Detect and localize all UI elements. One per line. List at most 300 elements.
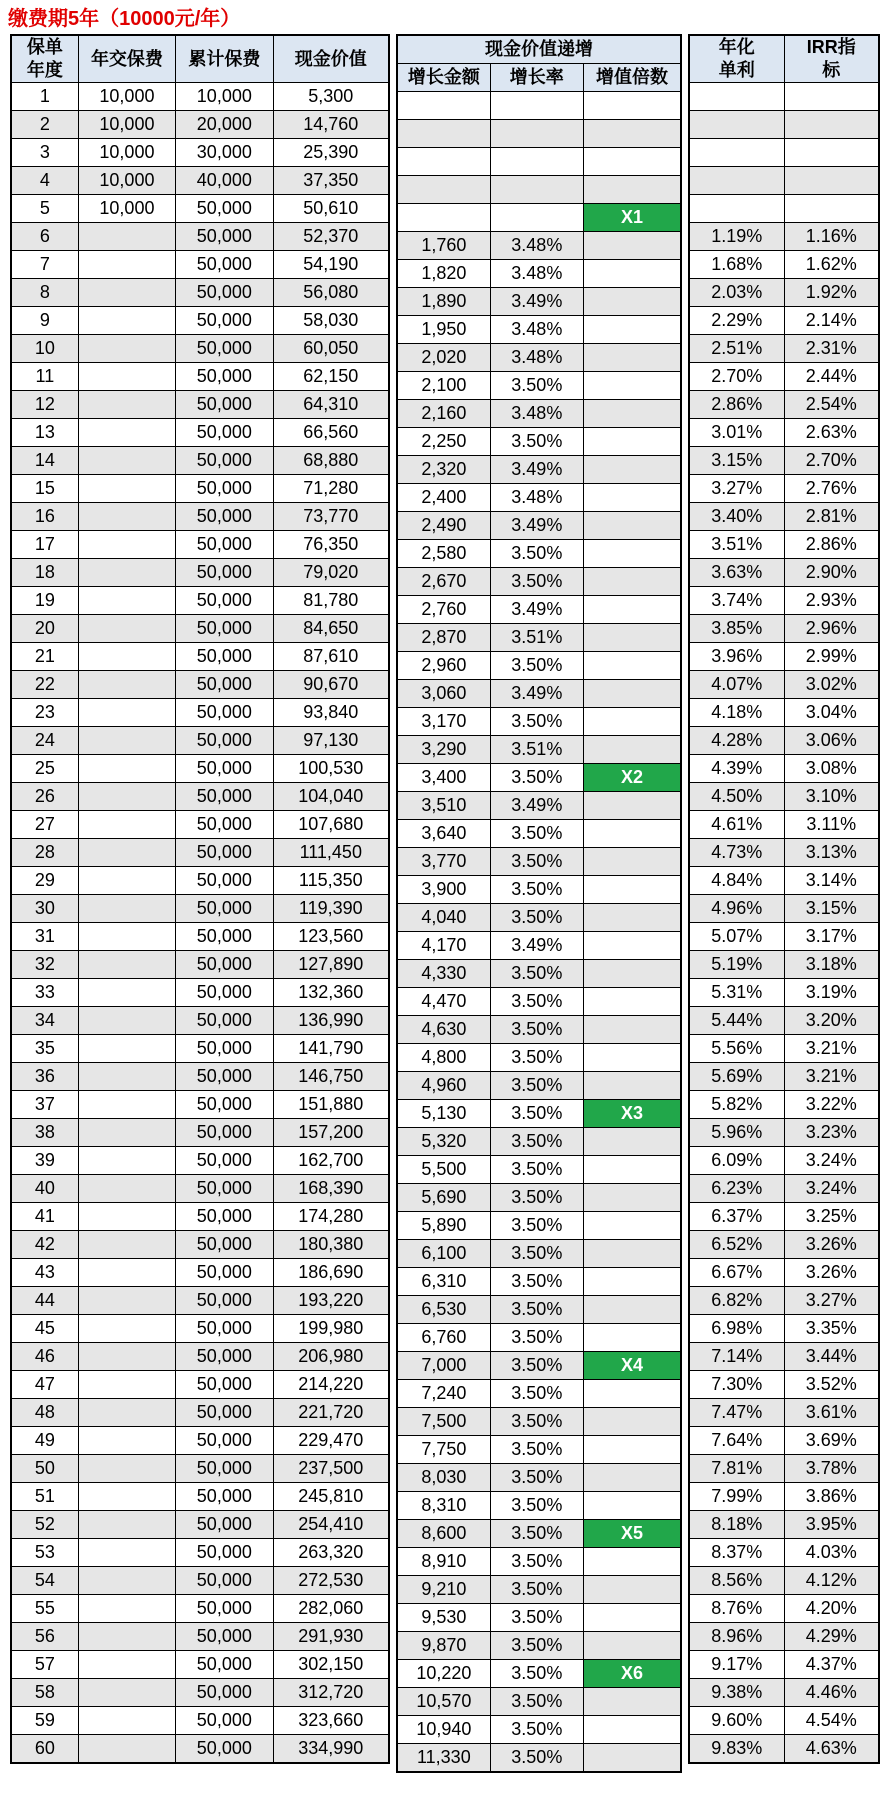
cell-simple-rate: 4.07% bbox=[689, 671, 784, 699]
cell-year: 47 bbox=[11, 1371, 78, 1399]
cell-irr: 2.93% bbox=[784, 587, 879, 615]
table-row bbox=[11, 363, 389, 391]
cell-growth-rate: 3.50% bbox=[490, 1184, 583, 1212]
cell-year: 26 bbox=[11, 783, 78, 811]
cell-cash-value: 58,030 bbox=[273, 307, 389, 335]
cell-annual-premium bbox=[78, 363, 175, 391]
cell-cumulative-premium: 50,000 bbox=[176, 1651, 273, 1679]
cell-cumulative-premium: 50,000 bbox=[176, 895, 273, 923]
cell-simple-rate: 2.70% bbox=[689, 363, 784, 391]
table-row bbox=[397, 568, 681, 596]
cell-irr: 2.31% bbox=[784, 335, 879, 363]
cell-irr: 3.86% bbox=[784, 1483, 879, 1511]
cell-simple-rate: 3.74% bbox=[689, 587, 784, 615]
cell-year: 33 bbox=[11, 979, 78, 1007]
cell-irr bbox=[784, 111, 879, 139]
cell-irr: 3.06% bbox=[784, 727, 879, 755]
table-row bbox=[11, 1007, 389, 1035]
table-row bbox=[11, 839, 389, 867]
table-row bbox=[397, 1156, 681, 1184]
cell-simple-rate: 8.18% bbox=[689, 1511, 784, 1539]
cell-irr: 3.21% bbox=[784, 1035, 879, 1063]
cell-multiple bbox=[583, 1268, 681, 1296]
table-row bbox=[397, 1464, 681, 1492]
cell-cash-value: 50,610 bbox=[273, 195, 389, 223]
cell-year: 20 bbox=[11, 615, 78, 643]
cell-year: 44 bbox=[11, 1287, 78, 1315]
table-row bbox=[397, 820, 681, 848]
cell-simple-rate: 6.67% bbox=[689, 1259, 784, 1287]
table-row bbox=[397, 540, 681, 568]
cell-multiple bbox=[583, 932, 681, 960]
cell-cash-value: 56,080 bbox=[273, 279, 389, 307]
cell-irr: 3.14% bbox=[784, 867, 879, 895]
cell-annual-premium bbox=[78, 1539, 175, 1567]
cell-growth-amount: 3,170 bbox=[397, 708, 490, 736]
cell-cumulative-premium: 50,000 bbox=[176, 587, 273, 615]
cell-growth-rate: 3.50% bbox=[490, 1716, 583, 1744]
cell-irr: 3.19% bbox=[784, 979, 879, 1007]
table-row bbox=[397, 1744, 681, 1773]
table-row bbox=[689, 251, 879, 279]
cell-cumulative-premium: 50,000 bbox=[176, 755, 273, 783]
cell-multiple bbox=[583, 1436, 681, 1464]
cell-growth-amount: 6,760 bbox=[397, 1324, 490, 1352]
cell-year: 13 bbox=[11, 419, 78, 447]
cell-irr: 3.52% bbox=[784, 1371, 879, 1399]
cell-irr: 4.29% bbox=[784, 1623, 879, 1651]
table-row bbox=[11, 1399, 389, 1427]
cell-cash-value: 312,720 bbox=[273, 1679, 389, 1707]
cell-irr: 3.21% bbox=[784, 1063, 879, 1091]
cell-year: 41 bbox=[11, 1203, 78, 1231]
table-row bbox=[397, 1268, 681, 1296]
cell-cumulative-premium: 50,000 bbox=[176, 531, 273, 559]
table-row bbox=[11, 615, 389, 643]
cell-growth-rate: 3.50% bbox=[490, 1660, 583, 1688]
cell-cash-value: 193,220 bbox=[273, 1287, 389, 1315]
cell-growth-rate bbox=[490, 120, 583, 148]
cell-irr: 2.81% bbox=[784, 503, 879, 531]
cell-growth-rate: 3.50% bbox=[490, 1296, 583, 1324]
cell-annual-premium: 10,000 bbox=[78, 83, 175, 111]
cell-annual-premium bbox=[78, 1147, 175, 1175]
table-row bbox=[397, 204, 681, 232]
cell-simple-rate: 8.37% bbox=[689, 1539, 784, 1567]
table-row bbox=[689, 671, 879, 699]
cell-year: 24 bbox=[11, 727, 78, 755]
cell-cash-value: 151,880 bbox=[273, 1091, 389, 1119]
cell-growth-amount: 4,040 bbox=[397, 904, 490, 932]
cell-irr: 1.16% bbox=[784, 223, 879, 251]
cell-simple-rate: 8.96% bbox=[689, 1623, 784, 1651]
table-row bbox=[397, 1016, 681, 1044]
cell-year: 35 bbox=[11, 1035, 78, 1063]
cell-cash-value: 157,200 bbox=[273, 1119, 389, 1147]
cell-irr bbox=[784, 139, 879, 167]
table-row bbox=[397, 428, 681, 456]
cell-multiple bbox=[583, 652, 681, 680]
cell-growth-amount: 6,100 bbox=[397, 1240, 490, 1268]
table-row bbox=[689, 195, 879, 223]
table-row bbox=[689, 643, 879, 671]
cell-irr: 3.95% bbox=[784, 1511, 879, 1539]
cell-annual-premium bbox=[78, 1679, 175, 1707]
table-row bbox=[11, 307, 389, 335]
cell-growth-amount: 2,760 bbox=[397, 596, 490, 624]
cell-year: 10 bbox=[11, 335, 78, 363]
cell-simple-rate: 5.31% bbox=[689, 979, 784, 1007]
cell-cash-value: 52,370 bbox=[273, 223, 389, 251]
table-row bbox=[397, 708, 681, 736]
cell-annual-premium bbox=[78, 251, 175, 279]
cell-growth-rate: 3.50% bbox=[490, 1380, 583, 1408]
cell-cumulative-premium: 20,000 bbox=[176, 111, 273, 139]
table-row bbox=[397, 680, 681, 708]
cell-cumulative-premium: 50,000 bbox=[176, 727, 273, 755]
cell-simple-rate: 6.37% bbox=[689, 1203, 784, 1231]
cell-growth-amount: 3,770 bbox=[397, 848, 490, 876]
cell-multiple bbox=[583, 792, 681, 820]
cell-year: 36 bbox=[11, 1063, 78, 1091]
cell-year: 34 bbox=[11, 1007, 78, 1035]
cell-annual-premium bbox=[78, 1119, 175, 1147]
table-row bbox=[397, 1240, 681, 1268]
cell-multiple bbox=[583, 1632, 681, 1660]
cell-growth-rate: 3.48% bbox=[490, 232, 583, 260]
cell-annual-premium bbox=[78, 1623, 175, 1651]
table-row bbox=[689, 559, 879, 587]
cell-growth-amount: 4,470 bbox=[397, 988, 490, 1016]
cell-year: 57 bbox=[11, 1651, 78, 1679]
cell-irr: 3.10% bbox=[784, 783, 879, 811]
table-row bbox=[689, 335, 879, 363]
table-row bbox=[11, 727, 389, 755]
table-row bbox=[397, 1688, 681, 1716]
cell-growth-rate: 3.50% bbox=[490, 1492, 583, 1520]
table-row bbox=[689, 1595, 879, 1623]
table-row bbox=[689, 1707, 879, 1735]
table-row bbox=[689, 1427, 879, 1455]
cell-cash-value: 132,360 bbox=[273, 979, 389, 1007]
cell-growth-amount: 2,160 bbox=[397, 400, 490, 428]
cell-simple-rate: 3.01% bbox=[689, 419, 784, 447]
cell-year: 60 bbox=[11, 1735, 78, 1764]
cell-growth-amount: 9,210 bbox=[397, 1576, 490, 1604]
cell-growth-amount bbox=[397, 176, 490, 204]
cell-multiple bbox=[583, 1184, 681, 1212]
cell-simple-rate bbox=[689, 111, 784, 139]
table-row bbox=[689, 587, 879, 615]
cell-cash-value: 127,890 bbox=[273, 951, 389, 979]
cell-annual-premium bbox=[78, 1007, 175, 1035]
cell-annual-premium: 10,000 bbox=[78, 139, 175, 167]
cell-growth-amount: 2,670 bbox=[397, 568, 490, 596]
cell-year: 39 bbox=[11, 1147, 78, 1175]
table-row bbox=[689, 755, 879, 783]
table-row bbox=[11, 223, 389, 251]
cell-growth-amount: 1,890 bbox=[397, 288, 490, 316]
table-row bbox=[397, 92, 681, 120]
table-row bbox=[689, 923, 879, 951]
cell-annual-premium bbox=[78, 531, 175, 559]
cell-year: 7 bbox=[11, 251, 78, 279]
cell-growth-rate bbox=[490, 176, 583, 204]
table-row bbox=[397, 1296, 681, 1324]
cell-growth-rate: 3.48% bbox=[490, 400, 583, 428]
cell-cash-value: 123,560 bbox=[273, 923, 389, 951]
cell-growth-rate: 3.50% bbox=[490, 540, 583, 568]
cell-year: 17 bbox=[11, 531, 78, 559]
cell-cumulative-premium: 50,000 bbox=[176, 1399, 273, 1427]
cell-growth-rate: 3.50% bbox=[490, 652, 583, 680]
table-row bbox=[11, 1567, 389, 1595]
cell-year: 21 bbox=[11, 643, 78, 671]
cell-growth-rate: 3.50% bbox=[490, 1128, 583, 1156]
cell-irr bbox=[784, 167, 879, 195]
cell-growth-amount: 2,400 bbox=[397, 484, 490, 512]
cell-year: 5 bbox=[11, 195, 78, 223]
cell-growth-amount: 6,310 bbox=[397, 1268, 490, 1296]
cell-growth-rate: 3.50% bbox=[490, 1016, 583, 1044]
cell-cash-value: 97,130 bbox=[273, 727, 389, 755]
cell-simple-rate: 9.83% bbox=[689, 1735, 784, 1764]
cell-year: 16 bbox=[11, 503, 78, 531]
table-row bbox=[11, 587, 389, 615]
cell-cash-value: 334,990 bbox=[273, 1735, 389, 1764]
cell-growth-rate: 3.50% bbox=[490, 1268, 583, 1296]
table-row bbox=[11, 1539, 389, 1567]
cell-multiple bbox=[583, 1744, 681, 1773]
table-row bbox=[11, 1063, 389, 1091]
cell-cumulative-premium: 50,000 bbox=[176, 1595, 273, 1623]
cell-irr: 3.35% bbox=[784, 1315, 879, 1343]
cell-cumulative-premium: 50,000 bbox=[176, 307, 273, 335]
cell-multiple bbox=[583, 1296, 681, 1324]
cell-annual-premium bbox=[78, 223, 175, 251]
cell-growth-amount: 2,580 bbox=[397, 540, 490, 568]
cell-growth-rate: 3.50% bbox=[490, 848, 583, 876]
cell-growth-amount: 2,320 bbox=[397, 456, 490, 484]
cell-irr: 3.27% bbox=[784, 1287, 879, 1315]
cell-cumulative-premium: 50,000 bbox=[176, 335, 273, 363]
cell-year: 15 bbox=[11, 475, 78, 503]
cell-cash-value: 68,880 bbox=[273, 447, 389, 475]
cell-annual-premium bbox=[78, 1287, 175, 1315]
cell-simple-rate: 3.51% bbox=[689, 531, 784, 559]
table-row bbox=[11, 1203, 389, 1231]
cell-multiple bbox=[583, 708, 681, 736]
cell-annual-premium bbox=[78, 923, 175, 951]
cell-multiple bbox=[583, 1380, 681, 1408]
table-row bbox=[689, 1119, 879, 1147]
cell-growth-rate: 3.50% bbox=[490, 372, 583, 400]
table-row bbox=[689, 699, 879, 727]
cell-cumulative-premium: 50,000 bbox=[176, 671, 273, 699]
cell-cash-value: 214,220 bbox=[273, 1371, 389, 1399]
table-row bbox=[397, 764, 681, 792]
cell-cumulative-premium: 50,000 bbox=[176, 1371, 273, 1399]
cell-growth-rate: 3.50% bbox=[490, 876, 583, 904]
cell-year: 23 bbox=[11, 699, 78, 727]
cell-simple-rate: 2.51% bbox=[689, 335, 784, 363]
table-row bbox=[11, 447, 389, 475]
cell-simple-rate: 2.03% bbox=[689, 279, 784, 307]
cell-cash-value: 291,930 bbox=[273, 1623, 389, 1651]
cell-cash-value: 104,040 bbox=[273, 783, 389, 811]
cell-annual-premium bbox=[78, 839, 175, 867]
table-row bbox=[11, 503, 389, 531]
cell-cash-value: 100,530 bbox=[273, 755, 389, 783]
cell-growth-rate bbox=[490, 148, 583, 176]
cell-simple-rate: 5.07% bbox=[689, 923, 784, 951]
table-row bbox=[397, 1520, 681, 1548]
cell-simple-rate: 6.98% bbox=[689, 1315, 784, 1343]
cell-irr: 2.54% bbox=[784, 391, 879, 419]
cell-cash-value: 168,390 bbox=[273, 1175, 389, 1203]
cell-year: 56 bbox=[11, 1623, 78, 1651]
cell-growth-amount: 9,870 bbox=[397, 1632, 490, 1660]
table-row bbox=[689, 1567, 879, 1595]
cell-simple-rate: 6.82% bbox=[689, 1287, 784, 1315]
cell-annual-premium: 10,000 bbox=[78, 195, 175, 223]
cell-annual-premium bbox=[78, 279, 175, 307]
table-row bbox=[11, 1343, 389, 1371]
table-row bbox=[11, 643, 389, 671]
table-row bbox=[689, 1175, 879, 1203]
cell-cash-value: 81,780 bbox=[273, 587, 389, 615]
cell-simple-rate bbox=[689, 195, 784, 223]
cell-growth-rate: 3.49% bbox=[490, 288, 583, 316]
multiple-badge: X3 bbox=[583, 1100, 681, 1128]
cell-cumulative-premium: 50,000 bbox=[176, 1287, 273, 1315]
cell-irr: 4.63% bbox=[784, 1735, 879, 1764]
cell-multiple bbox=[583, 400, 681, 428]
table-row bbox=[689, 419, 879, 447]
cell-growth-amount: 4,630 bbox=[397, 1016, 490, 1044]
cell-growth-rate: 3.50% bbox=[490, 1044, 583, 1072]
cell-irr bbox=[784, 195, 879, 223]
table-row bbox=[689, 531, 879, 559]
table-row bbox=[397, 988, 681, 1016]
cell-cumulative-premium: 50,000 bbox=[176, 1259, 273, 1287]
cell-multiple bbox=[583, 1128, 681, 1156]
cell-year: 50 bbox=[11, 1455, 78, 1483]
cell-simple-rate: 5.69% bbox=[689, 1063, 784, 1091]
cell-growth-rate: 3.50% bbox=[490, 1688, 583, 1716]
cell-multiple bbox=[583, 1212, 681, 1240]
cell-growth-amount: 4,170 bbox=[397, 932, 490, 960]
cell-cash-value: 93,840 bbox=[273, 699, 389, 727]
cell-growth-rate: 3.50% bbox=[490, 820, 583, 848]
cell-year: 8 bbox=[11, 279, 78, 307]
cell-cumulative-premium: 50,000 bbox=[176, 1231, 273, 1259]
cell-annual-premium bbox=[78, 559, 175, 587]
cell-growth-amount: 5,130 bbox=[397, 1100, 490, 1128]
cell-annual-premium bbox=[78, 671, 175, 699]
table-row bbox=[11, 867, 389, 895]
table-row bbox=[397, 1632, 681, 1660]
cell-growth-rate: 3.50% bbox=[490, 1100, 583, 1128]
cell-growth-rate: 3.50% bbox=[490, 1324, 583, 1352]
table-row bbox=[397, 960, 681, 988]
cell-growth-rate: 3.50% bbox=[490, 960, 583, 988]
cell-simple-rate: 3.27% bbox=[689, 475, 784, 503]
cell-simple-rate: 8.56% bbox=[689, 1567, 784, 1595]
table-row bbox=[689, 1735, 879, 1764]
cell-cumulative-premium: 50,000 bbox=[176, 1483, 273, 1511]
table-row bbox=[397, 1492, 681, 1520]
table-row bbox=[11, 1735, 389, 1764]
cell-annual-premium: 10,000 bbox=[78, 111, 175, 139]
table-row bbox=[397, 1044, 681, 1072]
cell-cumulative-premium: 50,000 bbox=[176, 923, 273, 951]
table-row bbox=[397, 1604, 681, 1632]
cell-cumulative-premium: 50,000 bbox=[176, 1119, 273, 1147]
table-row bbox=[11, 83, 389, 111]
cell-annual-premium bbox=[78, 1735, 175, 1764]
table-row bbox=[397, 288, 681, 316]
cell-annual-premium bbox=[78, 643, 175, 671]
cell-cash-value: 14,760 bbox=[273, 111, 389, 139]
cell-multiple bbox=[583, 92, 681, 120]
header-simple-rate-text: 年化单利 bbox=[718, 37, 755, 80]
cell-simple-rate: 7.99% bbox=[689, 1483, 784, 1511]
cell-cumulative-premium: 50,000 bbox=[176, 1175, 273, 1203]
cell-irr: 4.46% bbox=[784, 1679, 879, 1707]
cell-multiple bbox=[583, 1548, 681, 1576]
cell-simple-rate: 4.50% bbox=[689, 783, 784, 811]
cell-year: 38 bbox=[11, 1119, 78, 1147]
cell-annual-premium bbox=[78, 1427, 175, 1455]
cell-annual-premium bbox=[78, 1035, 175, 1063]
cell-cumulative-premium: 50,000 bbox=[176, 363, 273, 391]
cell-annual-premium bbox=[78, 1063, 175, 1091]
cell-growth-amount: 8,030 bbox=[397, 1464, 490, 1492]
table-row bbox=[11, 531, 389, 559]
table-row bbox=[11, 1623, 389, 1651]
cell-irr: 3.18% bbox=[784, 951, 879, 979]
cell-growth-rate: 3.50% bbox=[490, 568, 583, 596]
cell-irr: 2.96% bbox=[784, 615, 879, 643]
cell-year: 59 bbox=[11, 1707, 78, 1735]
cell-growth-rate: 3.48% bbox=[490, 484, 583, 512]
cell-year: 31 bbox=[11, 923, 78, 951]
table-row bbox=[689, 139, 879, 167]
cell-irr: 3.15% bbox=[784, 895, 879, 923]
cell-annual-premium bbox=[78, 1595, 175, 1623]
cell-cash-value: 245,810 bbox=[273, 1483, 389, 1511]
cell-cumulative-premium: 50,000 bbox=[176, 951, 273, 979]
cell-cash-value: 66,560 bbox=[273, 419, 389, 447]
table-row bbox=[397, 624, 681, 652]
table-row bbox=[689, 503, 879, 531]
cell-annual-premium bbox=[78, 419, 175, 447]
cell-growth-amount: 7,500 bbox=[397, 1408, 490, 1436]
table-row bbox=[397, 260, 681, 288]
cell-irr: 3.26% bbox=[784, 1259, 879, 1287]
cell-multiple bbox=[583, 1408, 681, 1436]
table-row bbox=[689, 1455, 879, 1483]
table-row bbox=[689, 1063, 879, 1091]
table-row bbox=[689, 1203, 879, 1231]
cell-annual-premium bbox=[78, 615, 175, 643]
cell-simple-rate: 6.09% bbox=[689, 1147, 784, 1175]
cell-cumulative-premium: 50,000 bbox=[176, 559, 273, 587]
cell-cumulative-premium: 50,000 bbox=[176, 1007, 273, 1035]
table-row bbox=[11, 1147, 389, 1175]
cell-multiple bbox=[583, 1156, 681, 1184]
